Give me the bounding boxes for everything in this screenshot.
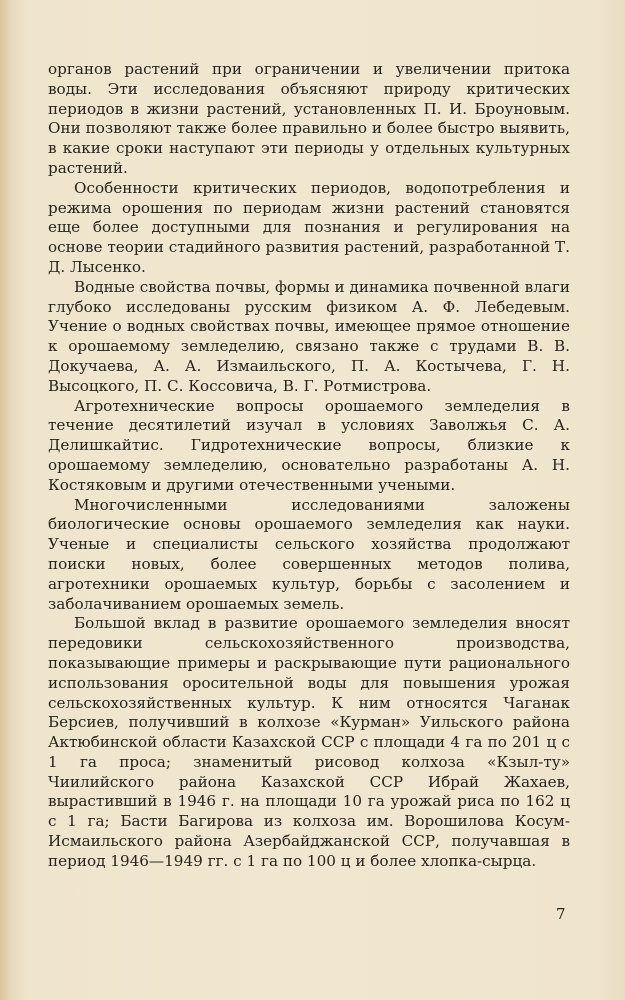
- paragraph: Особенности критических периодов, водопотребления и режима орошения по периодам жизни растений становятся еще более доступными для познания и регулирования на основе теории стадийного развития растений, разработанной Т. Д. Лысенко.: [48, 178, 570, 276]
- body-text: [48, 60, 570, 872]
- paragraph: Большой вклад в развитие орошаемого земледелия вносят передовики сельскохозяйственного производства, показывающие примеры и раскрывающие пути рационального использования оросительной воды для повышения урожая сельскохозяйственных культур. К ним относятся Чаганак Берсиев, получивший в колхозе «Курман» Уильского района Актюбинской области Казахской ССР с площади 4 га по 201 ц с 1 га проса; знаменитый рисовод колхоза «Кзыл-ту» Чиилийского района Казахской ССР Ибрай Жахаев, вырастивший в 1946 г. на площади 10 га урожай риса по 162 ц с 1 га; Басти Багирова из колхоза им. Ворошилова Косум-Исмаильского района Азербайджанской ССР, получавшая в период 1946—1949 гг. с 1 га по 100 ц и более хлопка-сырца.: [48, 614, 570, 870]
- paragraph: Многочисленными исследованиями заложены биологические основы орошаемого земледелия как науки. Ученые и специалисты сельского хозяйства продолжают поиски новых, более совершенных методов полива, агротехники орошаемых культур, борьбы с засолением и заболачиванием орошаемых земель.: [48, 495, 570, 613]
- paragraph: органов растений при ограничении и увеличении притока воды. Эти исследования объясняют природу критических периодов в жизни растений, установленных П. И. Броуновым. Они позволяют также более правильно и более быстро выявить, в какие сроки наступают эти периоды у отдельных культурных растений.: [48, 60, 570, 177]
- paragraph: Агротехнические вопросы орошаемого земледелия в течение десятилетий изучал в условиях Заволжья С. А. Делишкайтис. Гидротехнические вопросы, близкие к орошаемому земледелию, основательно разработаны А. Н. Костяковым и другими отечественными учеными.: [48, 396, 570, 494]
- page-number: 7: [556, 905, 566, 923]
- paragraph: Водные свойства почвы, формы и динамика почвенной влаги глубоко исследованы русским физиком А. Ф. Лебедевым. Учение о водных свойствах почвы, имеющее прямое отношение к орошаемому земледелию, связано также с трудами В. В. Докучаева, А. А. Измаильского, П. А. Костычева, Г. Н. Высоцкого, П. С. Коссовича, В. Г. Ротмистрова.: [48, 277, 570, 395]
